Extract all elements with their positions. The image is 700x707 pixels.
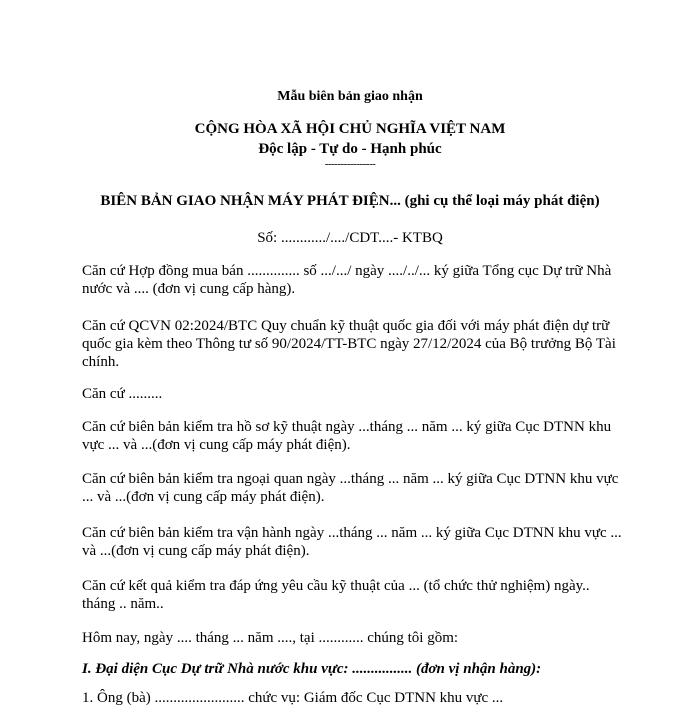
paragraph-attendees-intro — [82, 629, 622, 647]
paragraph-test-results — [82, 577, 622, 613]
paragraph-line: Căn cứ QCVN 02:2024/BTC Quy chuẩn kỹ thuật quốc gia đối với máy phát điện dự trữ — [82, 318, 610, 334]
paragraph-technical-records — [82, 418, 622, 454]
national-motto: Độc lập - Tự do - Hạnh phúc — [258, 141, 442, 157]
paragraph-line: và ...(đơn vị cung cấp máy phát điện). — [82, 543, 310, 559]
paragraph-line: ... và ...(đơn vị cung cấp máy phát điện). — [82, 489, 325, 505]
paragraph-line: chính. — [82, 354, 120, 370]
paragraph-line: Căn cứ kết quả kiểm tra đáp ứng yêu cầu kỹ thuật của ... (tổ chức thử nghiệm) ngày.. — [82, 578, 590, 594]
paragraph-line: Căn cứ biên bản kiểm tra hồ sơ kỹ thuật ngày ...tháng ... năm ... ký giữa Cục DTNN khu — [82, 419, 612, 435]
section-heading-receiver: I. Đại diện Cục Dự trữ Nhà nước khu vực: ................ (đơn vị nhận hàng): — [82, 661, 542, 677]
paragraph-basis — [82, 385, 622, 403]
paragraph-line: Căn cứ Hợp đồng mua bán .............. số .../.../ ngày ..../../... ký giữa Tổng cục Dự trữ Nhà — [82, 263, 612, 279]
form-title: Mẫu biên bản giao nhận — [277, 89, 423, 104]
receiver-member-line: 1. Ông (bà) ........................ chức vụ: Giám đốc Cục DTNN khu vực ... — [82, 690, 504, 706]
document-title: BIÊN BẢN GIAO NHẬN MÁY PHÁT ĐIỆN... (ghi cụ thể loại máy phát điện) — [100, 193, 600, 209]
document-number: Số: ............/..../CDT....- KTBQ — [257, 230, 443, 246]
paragraph-line: Căn cứ biên bản kiểm tra ngoại quan ngày ...tháng ... năm ... ký giữa Cục DTNN khu vực — [82, 471, 619, 487]
paragraph-line: Hôm nay, ngày .... tháng ... năm ...., tại ............ chúng tôi gồm: — [82, 630, 459, 646]
paragraph-line: quốc gia kèm theo Thông tư số 90/2024/TT-BTC ngày 27/12/2024 của Bộ trưởng Bộ Tài — [82, 336, 616, 352]
paragraph-operation-test — [82, 524, 622, 560]
paragraph-line: Căn cứ biên bản kiểm tra vận hành ngày ...tháng ... năm ... ký giữa Cục DTNN khu vực ... — [82, 525, 622, 541]
paragraph-standard — [82, 317, 622, 371]
paragraph-line: tháng .. năm.. — [82, 596, 164, 612]
paragraph-line: Căn cứ ......... — [82, 386, 163, 402]
motto-underline: ---------------- — [324, 158, 376, 170]
country-name: CỘNG HÒA XÃ HỘI CHỦ NGHĨA VIỆT NAM — [194, 121, 506, 137]
paragraph-visual-inspection — [82, 470, 622, 506]
paragraph-line: nước và .... (đơn vị cung cấp hàng). — [82, 281, 296, 297]
paragraph-contract — [82, 262, 622, 298]
paragraph-line: vực ... và ...(đơn vị cung cấp máy phát điện). — [82, 437, 351, 453]
